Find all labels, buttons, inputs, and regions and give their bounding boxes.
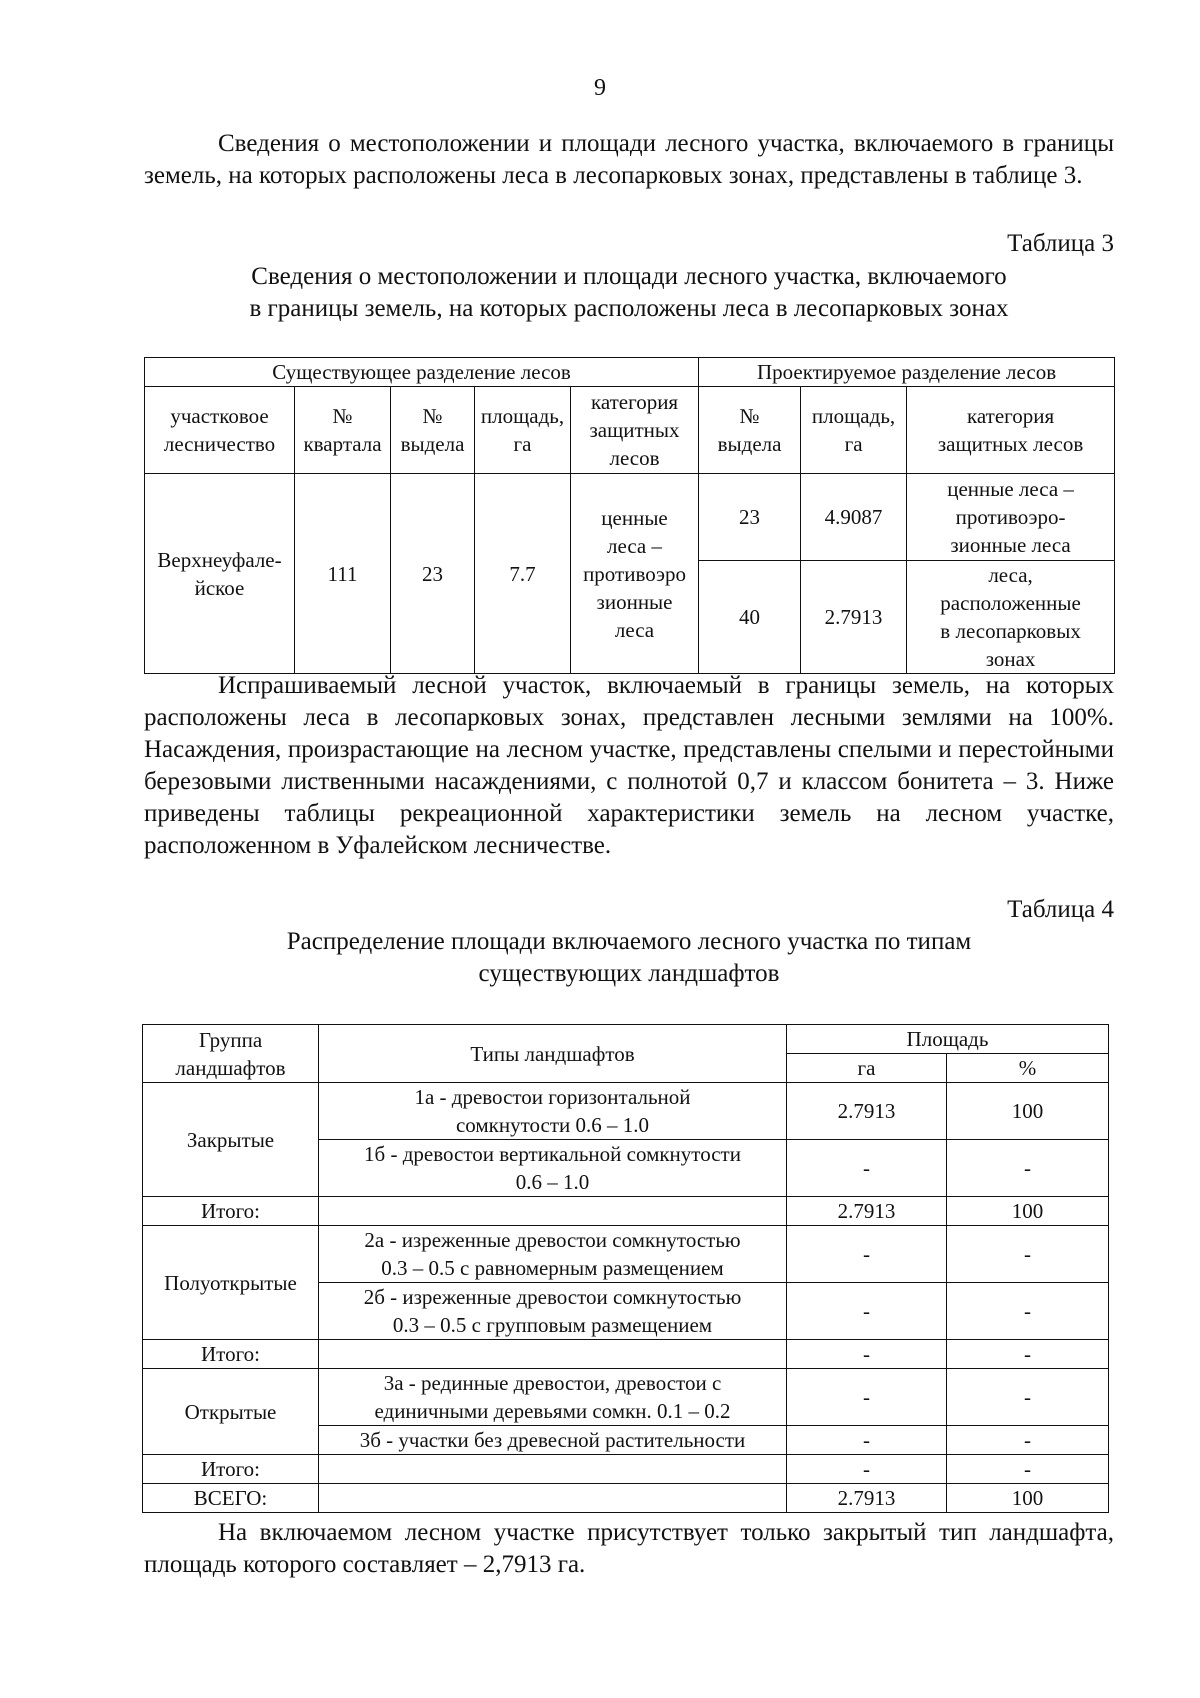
table4-group-name: Полуоткрытые — [143, 1226, 319, 1340]
final-paragraph: На включаемом лесном участке присутствует только закрытый тип ландшафта, площадь которого составляет – 2,7913 га. — [144, 1519, 1114, 1578]
intro-paragraph: Сведения о местоположении и площади лесного участка, включаемого в границы земель, на которых расположены леса в лесопарковых зонах, представлены в таблице 3. — [144, 130, 1114, 189]
table4-ha: - — [787, 1369, 947, 1426]
table3-header-plot: № выдела — [391, 387, 475, 474]
table4-ha: - — [787, 1140, 947, 1197]
table4-type: 3а - рединные древостои, древостои с единичными деревьями сомкн. 0.1 – 0.2 — [319, 1369, 787, 1426]
table3-cell-proj-area: 2.7913 — [801, 561, 907, 674]
table3-cell-proj-plot: 40 — [699, 561, 801, 674]
table3-cell-proj-plot: 23 — [699, 474, 801, 561]
table3-header-proj-plot: № выдела — [699, 387, 801, 474]
table4-total-label: Итого: — [143, 1455, 319, 1484]
table3-title — [144, 261, 1114, 325]
table4-total-type — [319, 1197, 787, 1226]
table-row — [145, 474, 1115, 561]
table4-ha: - — [787, 1283, 947, 1340]
table4-header-ha: га — [787, 1054, 947, 1083]
table4-ha: 2.7913 — [787, 1083, 947, 1140]
table3-title-line2: в границы земель, на которых расположены леса в лесопарковых зонах — [249, 295, 1009, 322]
table3-group-projected: Проектируемое разделение лесов — [699, 358, 1115, 387]
table3-title-line1: Сведения о местоположении и площади лесного участка, включаемого — [251, 263, 1007, 290]
table3-header-proj-area: площадь, га — [801, 387, 907, 474]
table-row — [143, 1340, 1109, 1369]
page-number: 9 — [594, 75, 606, 101]
table3-cell-category: ценные леса – противоэро зионные леса — [571, 474, 699, 674]
table4-type: 1б - древостои вертикальной сомкнутости 0.6 – 1.0 — [319, 1140, 787, 1197]
table4-percent: 100 — [947, 1484, 1109, 1513]
table4-ha: 2.7913 — [787, 1484, 947, 1513]
table4-grand-total-label: ВСЕГО: — [143, 1484, 319, 1513]
table4-percent: - — [947, 1140, 1109, 1197]
table4-header-group: Группа ландшафтов — [143, 1025, 319, 1083]
table4-header-percent: % — [947, 1054, 1109, 1083]
table3-cell-plot: 23 — [391, 474, 475, 674]
table-row — [143, 1083, 1109, 1140]
table4-header-area: Площадь — [787, 1025, 1109, 1054]
table4-type: 3б - участки без древесной растительности — [319, 1426, 787, 1455]
table3-header-category: категория защитных лесов — [571, 387, 699, 474]
table4-ha: 2.7913 — [787, 1197, 947, 1226]
table-row — [143, 1484, 1109, 1513]
table4-title-line2: существующих ландшафтов — [478, 960, 780, 987]
table4-group-name: Открытые — [143, 1369, 319, 1455]
table4-total-type — [319, 1340, 787, 1369]
middle-paragraph: Испрашиваемый лесной участок, включаемый в границы земель, на которых расположены леса в лесопарковых зонах, представлен лесными землями на 100%. Насаждения, произрастающие на лесном участке, представлены спелыми и перестойными березовыми лиственными насаждениями, с полнотой 0,7 и классом бонитета – 3. Ниже приведены таблицы рекреационной характеристики земель на лесном участке, расположенном в Уфалейском лесничестве. — [144, 672, 1114, 859]
table-row — [143, 1197, 1109, 1226]
table-row — [143, 1369, 1109, 1426]
table4-header-types: Типы ландшафтов — [319, 1025, 787, 1083]
table-row — [143, 1226, 1109, 1283]
table4-percent: - — [947, 1455, 1109, 1484]
table4-group-name: Закрытые — [143, 1083, 319, 1197]
table4-percent: - — [947, 1369, 1109, 1426]
table3-cell-area: 7.7 — [475, 474, 571, 674]
table4-type: 1а - древостои горизонтальной сомкнутости 0.6 – 1.0 — [319, 1083, 787, 1140]
table3-cell-forestry: Верхнеуфале- йское — [145, 474, 295, 674]
table3 — [144, 357, 1115, 674]
table4-total-type — [319, 1455, 787, 1484]
table4-ha: - — [787, 1455, 947, 1484]
table4-label: Таблица 4 — [1007, 896, 1114, 923]
table3-cell-proj-area: 4.9087 — [801, 474, 907, 561]
table3-cell-proj-category: ценные леса – противоэро- зионные леса — [907, 474, 1115, 561]
table4-percent: - — [947, 1426, 1109, 1455]
table4 — [142, 1024, 1109, 1513]
table4-total-label: Итого: — [143, 1197, 319, 1226]
table4-title — [144, 926, 1114, 990]
table3-header-quarter: № квартала — [295, 387, 391, 474]
table4-total-type — [319, 1484, 787, 1513]
table4-percent: - — [947, 1340, 1109, 1369]
table4-percent: - — [947, 1283, 1109, 1340]
table3-header-forestry: участковое лесничество — [145, 387, 295, 474]
table3-header-area: площадь, га — [475, 387, 571, 474]
table4-ha: - — [787, 1340, 947, 1369]
table4-percent: - — [947, 1226, 1109, 1283]
table3-label: Таблица 3 — [1007, 230, 1114, 257]
table4-total-label: Итого: — [143, 1340, 319, 1369]
table3-header-proj-category: категория защитных лесов — [907, 387, 1115, 474]
table4-ha: - — [787, 1426, 947, 1455]
table-row — [143, 1455, 1109, 1484]
table3-cell-quarter: 111 — [295, 474, 391, 674]
table4-type: 2б - изреженные древостои сомкнутостью 0.3 – 0.5 с групповым размещением — [319, 1283, 787, 1340]
table4-ha: - — [787, 1226, 947, 1283]
table4-type: 2а - изреженные древостои сомкнутостью 0.3 – 0.5 с равномерным размещением — [319, 1226, 787, 1283]
table4-percent: 100 — [947, 1197, 1109, 1226]
table4-title-line1: Распределение площади включаемого лесного участка по типам — [286, 928, 972, 955]
table4-percent: 100 — [947, 1083, 1109, 1140]
table3-group-existing: Существующее разделение лесов — [145, 358, 699, 387]
table3-cell-proj-category: леса, расположенные в лесопарковых зонах — [907, 561, 1115, 674]
